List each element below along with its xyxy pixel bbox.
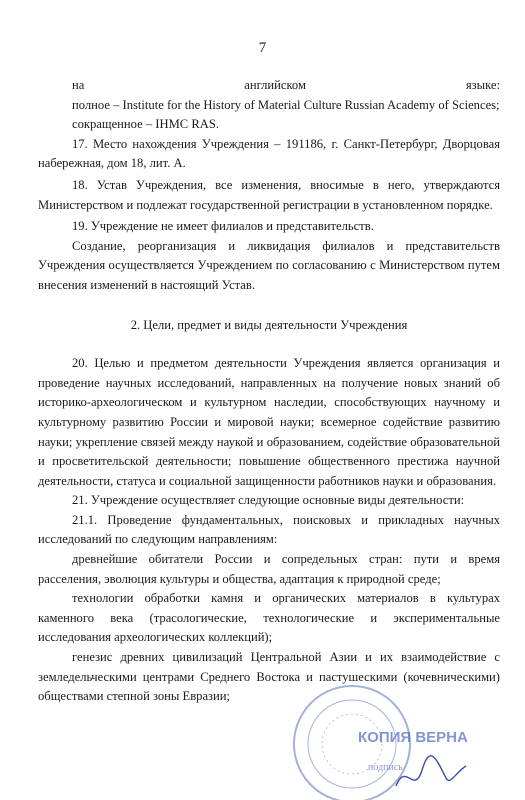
stamp-text: КОПИЯ ВЕРНА <box>358 729 468 746</box>
paragraph: 21.1. Проведение фундаментальных, поисковых и прикладных научных исследований по следующим направлениям: <box>38 512 500 547</box>
document-body <box>38 76 500 707</box>
paragraph: на английском языке: <box>72 78 500 92</box>
paragraph: 17. Место нахождения Учреждения – 191186, г. Санкт-Петербург, Дворцовая набережная, дом 18, лит. А. <box>38 136 500 171</box>
signature-icon <box>396 756 466 786</box>
paragraph: Создание, реорганизация и ликвидация филиалов и представительств Учреждения осуществляется Учреждением по согласованию с Министерством путем внесения изменений в настоящий Устав. <box>38 238 500 292</box>
paragraph: генезис древних цивилизаций Центральной Азии и их взаимодействие с земледельческими центрами Среднего Востока и пастушескими (кочевническими) обществами степной зоны Евразии; <box>38 650 500 704</box>
paragraph: 20. Целью и предметом деятельности Учреждения является организация и проведение научных исследований, направленных на получение новых знаний об историко-археологическом и культурном наследии, способствующих научному и культурному развитию России и мировой науки; всемерное содействие развитию науки; укрепление связей между наукой и образованием, содействие образовательной и просветительской деятельности; повышение общественного престижа научной деятельности, статуса и социальной защищенности работников науки и образования. <box>38 356 500 488</box>
certified-copy-stamp <box>296 666 486 796</box>
paragraph: 18. Устав Учреждения, все изменения, вносимые в него, утверждаются Министерством и подлежат государственной регистрации в установленном порядке. <box>38 177 500 212</box>
stamp-sublabel: подпись <box>368 762 403 773</box>
paragraph: технологии обработки камня и органических материалов в культурах каменного века (трасологические, технологические и экспериментальные исследования археологических коллекций); <box>38 591 500 645</box>
paragraph: древнейшие обитатели России и сопредельных стран: пути и время расселения, эволюция культуры и общества, адаптация к природной среде; <box>38 552 500 586</box>
page-number: 7 <box>258 40 267 56</box>
paragraph: полное – Institute for the History of Material Culture Russian Academy of Sciences; <box>72 97 500 112</box>
paragraph: 19. Учреждение не имеет филиалов и представительств. <box>72 219 374 234</box>
paragraph: сокращенное – IHMC RAS. <box>72 117 219 132</box>
paragraph: 21. Учреждение осуществляет следующие основные виды деятельности: <box>72 493 465 508</box>
section-heading: 2. Цели, предмет и виды деятельности Учреждения <box>130 317 408 332</box>
